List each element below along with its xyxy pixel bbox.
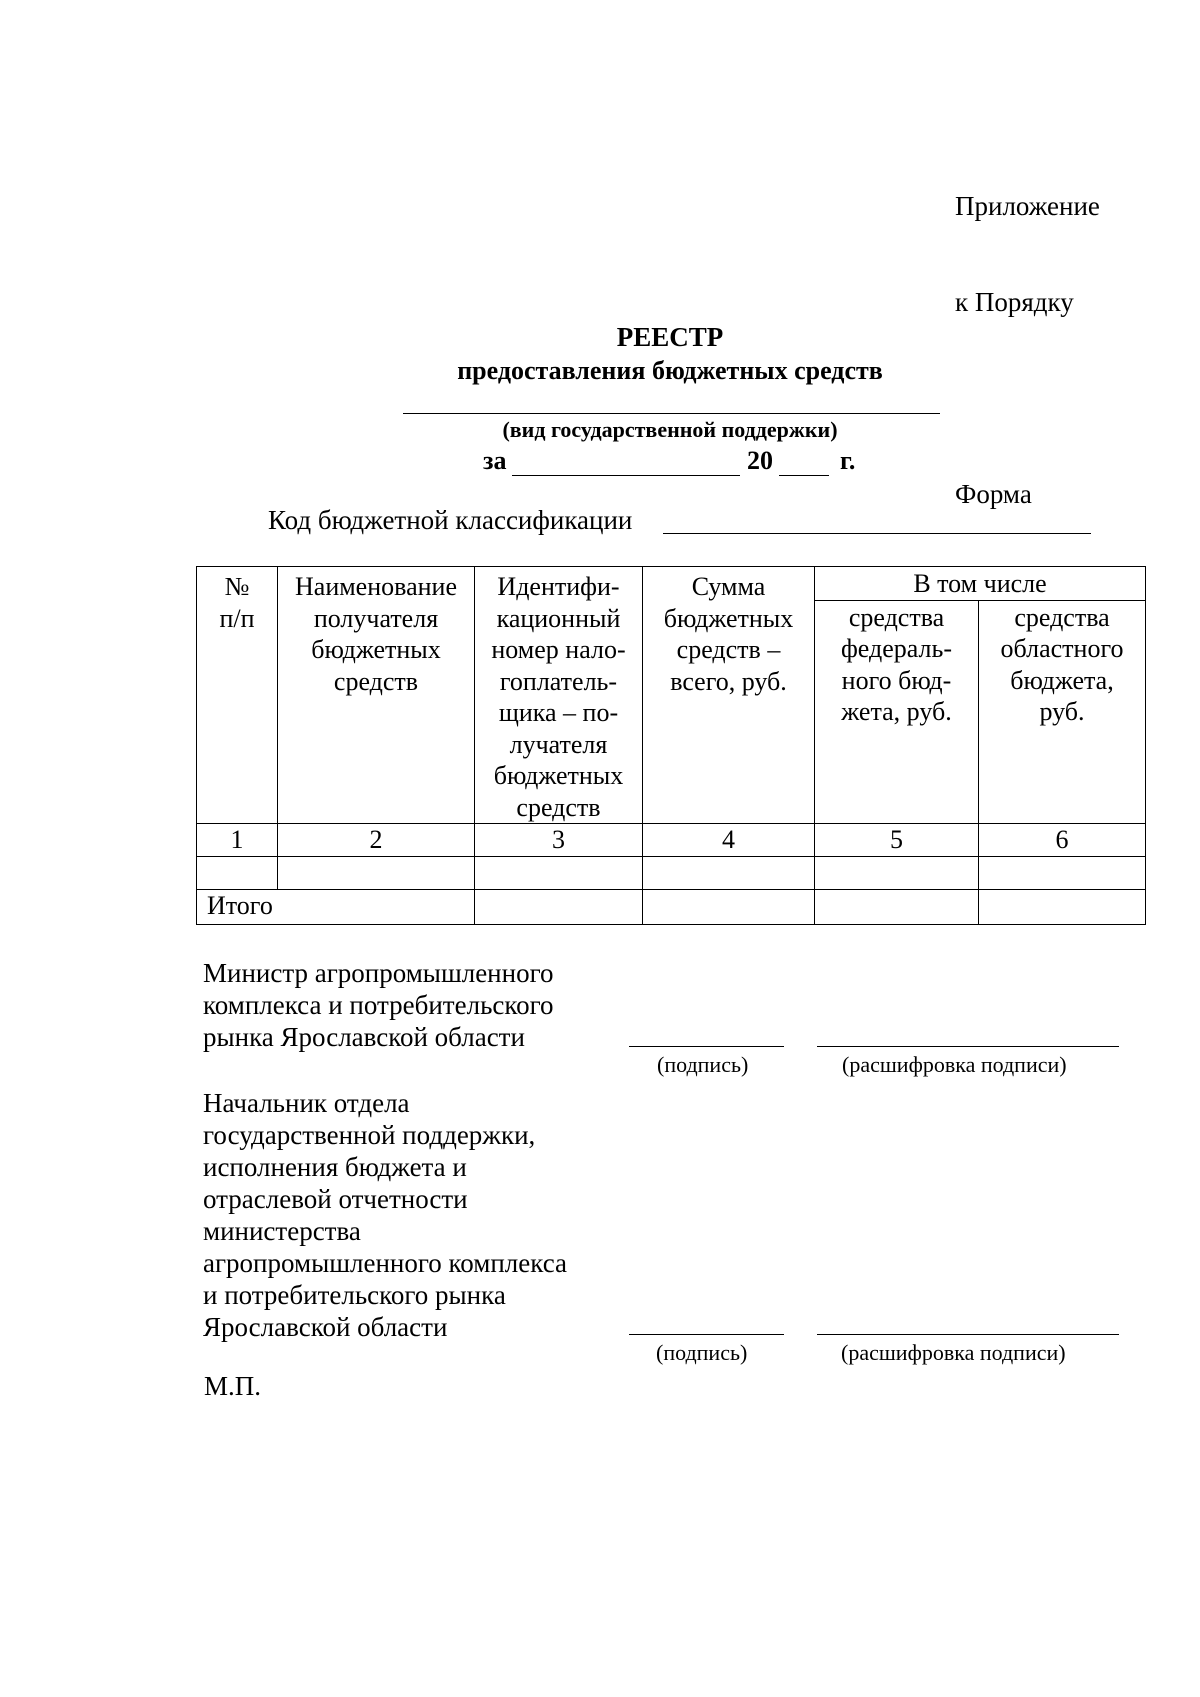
column-number: 3 <box>475 824 643 857</box>
stamp-place-label: М.П. <box>204 1371 262 1401</box>
header-including: В том числе <box>815 567 1146 601</box>
registry-table <box>196 566 1146 925</box>
period-blank-line <box>512 475 740 476</box>
table-cell <box>979 890 1146 925</box>
period-suffix: г. <box>840 446 856 475</box>
support-type-caption: (вид государственной поддержки) <box>502 417 838 442</box>
table-cell <box>643 890 815 925</box>
table-cell <box>815 857 979 890</box>
total-label: Итого <box>197 890 475 925</box>
support-type-line <box>403 413 940 414</box>
table-cell <box>197 857 278 890</box>
column-number: 5 <box>815 824 979 857</box>
year-prefix: 20 <box>747 446 773 475</box>
signatory-2-position: Начальник отдела государственной поддержки, исполнения бюджета и отраслевой отчетности министерства агропромышленного комплекса и потребительского рынка Ярославской области <box>203 1088 567 1342</box>
signature-caption-2: (подпись) <box>656 1340 748 1365</box>
document-subtitle: предоставления бюджетных средств <box>457 356 883 385</box>
table-cell <box>278 857 475 890</box>
signature-decode-caption-2: (расшифровка подписи) <box>841 1340 1066 1365</box>
column-numbers-row <box>197 824 1146 857</box>
header-num: № п/п <box>197 567 278 824</box>
table-cell <box>475 857 643 890</box>
column-number: 6 <box>979 824 1146 857</box>
header-federal-funds: средства федераль- ного бюд- жета, руб. <box>815 600 979 823</box>
header-regional-funds: средства областного бюджета, руб. <box>979 600 1146 823</box>
kbk-label: Код бюджетной классификации <box>268 505 633 535</box>
signature-decode-line-1 <box>817 1046 1119 1047</box>
table-cell <box>643 857 815 890</box>
document-title: РЕЕСТР <box>616 322 724 352</box>
signature-decode-line-2 <box>817 1334 1119 1335</box>
table-row <box>197 857 1146 890</box>
appendix-line-1: Приложение <box>955 191 1100 221</box>
header-recipient-name: Наименование получателя бюджетных средств <box>278 567 475 824</box>
header-inn: Идентифи- кационный номер нало- гоплатель- щика – по- лучателя бюджетных средств <box>475 567 643 824</box>
table-cell <box>979 857 1146 890</box>
period-prefix: за <box>483 446 507 475</box>
signature-caption-1: (подпись) <box>657 1052 749 1077</box>
appendix-line-2: к Порядку <box>955 287 1074 317</box>
signatory-1-position: Министр агропромышленного комплекса и потребительского рынка Ярославской области <box>203 958 554 1052</box>
form-label: Форма <box>955 479 1032 509</box>
year-blank-line <box>779 475 829 476</box>
column-number: 4 <box>643 824 815 857</box>
signature-line-2 <box>629 1334 784 1335</box>
kbk-blank-line <box>663 533 1091 534</box>
table-cell <box>815 890 979 925</box>
signature-decode-caption-1: (расшифровка подписи) <box>842 1052 1067 1077</box>
column-number: 1 <box>197 824 278 857</box>
table-cell <box>475 890 643 925</box>
header-total-sum: Сумма бюджетных средств – всего, руб. <box>643 567 815 824</box>
column-number: 2 <box>278 824 475 857</box>
total-row <box>197 890 1146 925</box>
signature-line-1 <box>629 1046 784 1047</box>
